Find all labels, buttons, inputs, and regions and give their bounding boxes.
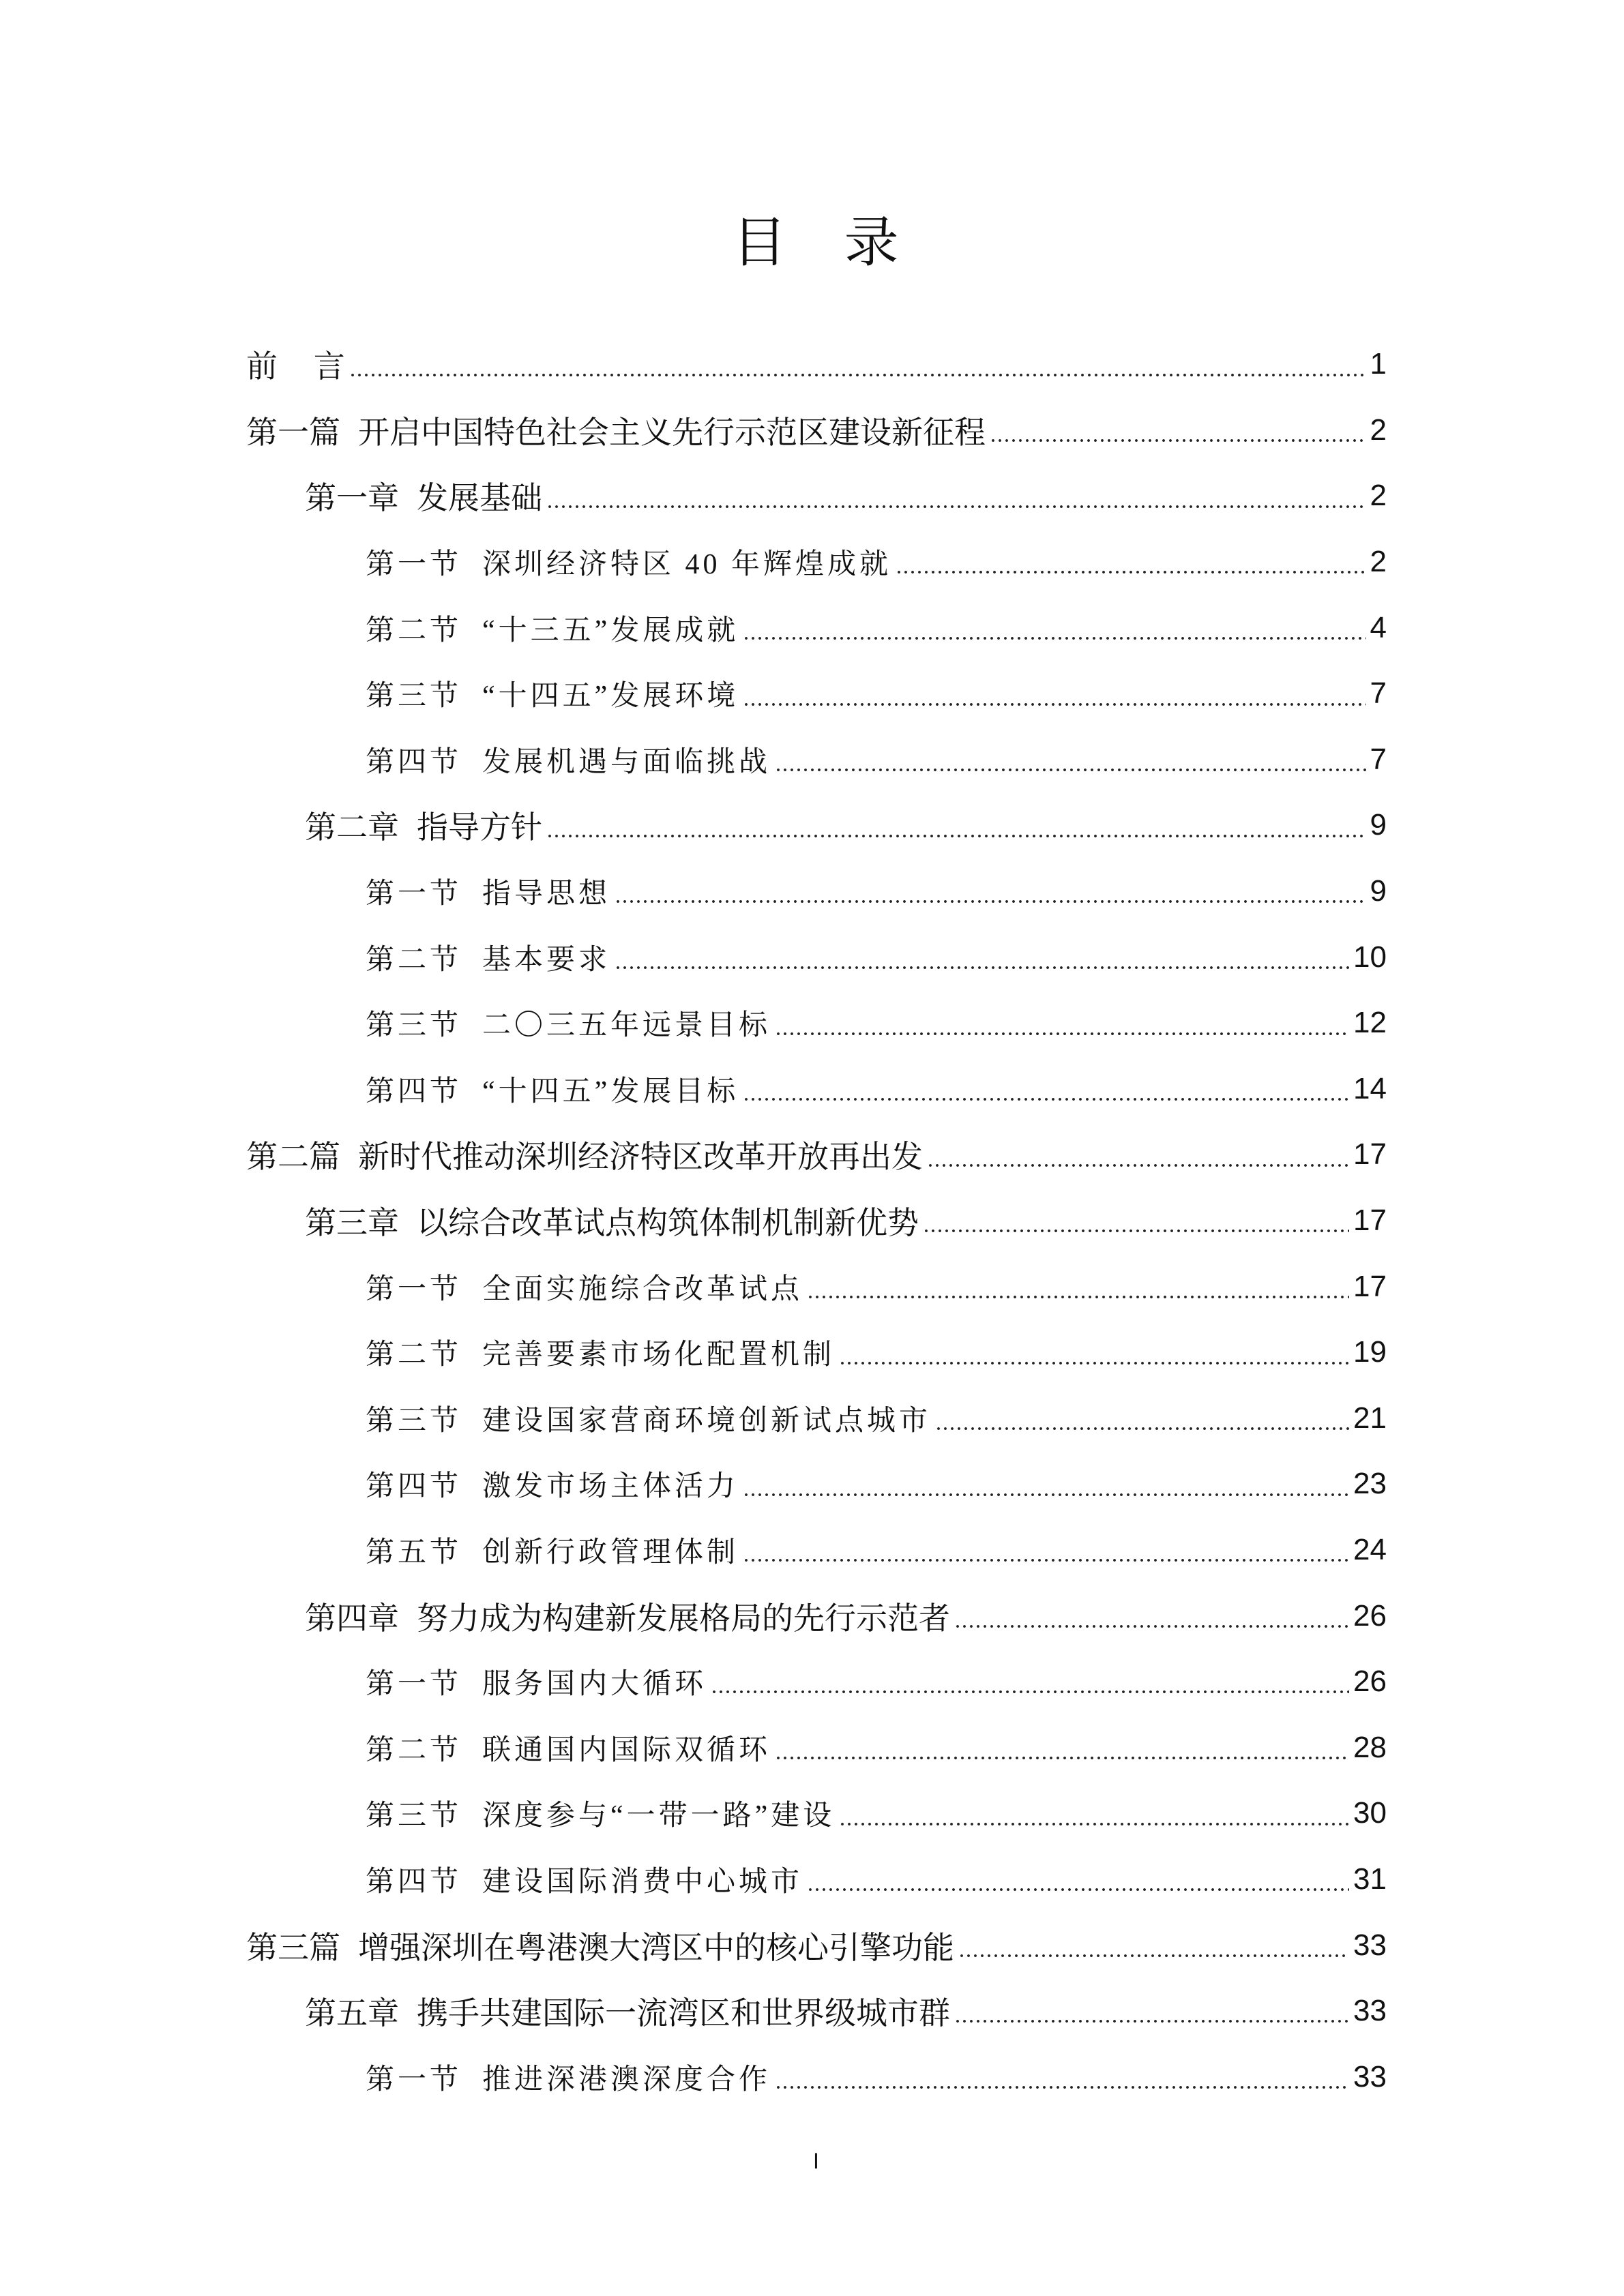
dot-leader — [615, 924, 1349, 990]
dot-leader — [546, 463, 1366, 529]
entry-page-number: 10 — [1353, 940, 1387, 974]
dot-leader — [839, 1780, 1349, 1847]
entry-number: 第二节 — [366, 1339, 462, 1371]
entry-page-number: 7 — [1370, 742, 1387, 776]
entry-title: 发展基础 — [417, 480, 542, 516]
entry-page-number: 26 — [1353, 1665, 1387, 1699]
toc-entry-section[interactable] — [246, 1714, 1387, 1780]
entry-number: 第四节 — [366, 1471, 462, 1503]
toc-entry-section[interactable] — [246, 1451, 1387, 1517]
dot-leader — [743, 1517, 1349, 1583]
entry-number: 第四节 — [366, 746, 462, 778]
toc-entry-part[interactable] — [246, 331, 1387, 398]
dot-leader — [807, 1253, 1349, 1320]
entry-number: 第一节 — [366, 549, 462, 581]
entry-number: 第四节 — [366, 1075, 462, 1107]
entry-page-number: 33 — [1353, 1928, 1387, 1962]
entry-title: 创新行政管理体制 — [482, 1536, 739, 1568]
dot-leader — [954, 1978, 1349, 2044]
entry-number: 第二节 — [366, 614, 462, 646]
entry-page-number: 17 — [1353, 1269, 1387, 1303]
toc-entry-chapter[interactable] — [246, 1978, 1387, 2044]
dot-leader — [839, 1320, 1349, 1386]
toc-entry-chapter[interactable] — [246, 463, 1387, 529]
dot-leader — [807, 1847, 1349, 1913]
entry-number: 第一章 — [305, 480, 399, 516]
entry-page-number: 17 — [1353, 1137, 1387, 1172]
entry-title: 完善要素市场化配置机制 — [482, 1339, 836, 1371]
dot-leader — [896, 529, 1365, 595]
dot-leader — [349, 331, 1366, 398]
entry-title: 深度参与“一带一路”建设 — [482, 1800, 836, 1832]
entry-number: 第三节 — [366, 1800, 462, 1832]
entry-number: 第三节 — [366, 1405, 462, 1437]
dot-leader — [743, 595, 1365, 661]
entry-number: 第一节 — [366, 1273, 462, 1305]
entry-page-number: 28 — [1353, 1730, 1387, 1764]
entry-title: 努力成为构建新发展格局的先行示范者 — [417, 1600, 950, 1636]
entry-number: 第二章 — [305, 809, 399, 846]
entry-number: 第四节 — [366, 1866, 462, 1898]
toc-entry-section[interactable] — [246, 1386, 1387, 1452]
entry-title: 建设国家营商环境创新试点城市 — [482, 1405, 932, 1437]
toc-entry-section[interactable] — [246, 1056, 1387, 1122]
entry-page-number: 14 — [1353, 1071, 1387, 1105]
entry-title: 深圳经济特区 40 年辉煌成就 — [482, 549, 892, 581]
entry-number: 第三篇 — [246, 1929, 340, 1965]
entry-number: 第一节 — [366, 1669, 462, 1701]
entry-title: 增强深圳在粤港澳大湾区中的核心引擎功能 — [358, 1929, 954, 1965]
toc-entry-chapter[interactable] — [246, 1583, 1387, 1649]
toc-entry-part[interactable] — [246, 1122, 1387, 1188]
entry-title: 二〇三五年远景目标 — [482, 1010, 771, 1042]
dot-leader — [935, 1386, 1349, 1452]
entry-number: 第四章 — [305, 1600, 399, 1636]
entry-number: 第五节 — [366, 1536, 462, 1568]
toc-entry-chapter[interactable] — [246, 1188, 1387, 1254]
entry-page-number: 9 — [1370, 874, 1387, 908]
toc-entry-section[interactable] — [246, 1649, 1387, 1715]
toc-entry-part[interactable] — [246, 1912, 1387, 1978]
entry-title: 指导思想 — [482, 878, 611, 910]
entry-title: 开启中国特色社会主义先行示范区建设新征程 — [358, 414, 986, 450]
entry-page-number: 9 — [1370, 808, 1387, 842]
dot-leader — [775, 727, 1365, 793]
dot-leader — [743, 661, 1365, 727]
entry-title: 以综合改革试点构筑体制机制新优势 — [417, 1205, 919, 1241]
entry-number: 第二篇 — [246, 1139, 340, 1175]
entry-title: 前 言 — [246, 348, 345, 385]
entry-title: 携手共建国际一流湾区和世界级城市群 — [417, 1995, 950, 2031]
entry-page-number: 7 — [1370, 676, 1387, 711]
entry-number: 第一篇 — [246, 414, 340, 450]
entry-page-number: 26 — [1353, 1598, 1387, 1632]
entry-page-number: 33 — [1353, 1994, 1387, 2028]
page-footer-number: I — [813, 2149, 819, 2173]
entry-number: 第一节 — [366, 2063, 462, 2096]
dot-leader — [775, 990, 1349, 1056]
toc-entry-section[interactable] — [246, 924, 1387, 990]
entry-title: 新时代推动深圳经济特区改革开放再出发 — [358, 1139, 923, 1175]
toc-entry-section[interactable] — [246, 1320, 1387, 1386]
entry-page-number: 17 — [1353, 1204, 1387, 1238]
entry-title: “十四五”发展目标 — [482, 1075, 739, 1107]
entry-number: 第一节 — [366, 878, 462, 910]
entry-page-number: 2 — [1370, 545, 1387, 579]
entry-title: “十四五”发展环境 — [482, 681, 739, 713]
entry-title: 发展机遇与面临挑战 — [482, 746, 771, 778]
entry-page-number: 12 — [1353, 1006, 1387, 1040]
entry-page-number: 23 — [1353, 1467, 1387, 1501]
toc-entry-part[interactable] — [246, 398, 1387, 464]
toc-entry-section[interactable] — [246, 595, 1387, 661]
entry-page-number: 21 — [1353, 1401, 1387, 1435]
dot-leader — [958, 1912, 1349, 1978]
dot-leader — [990, 398, 1366, 464]
dot-leader — [743, 1056, 1349, 1122]
entry-page-number: 1 — [1370, 347, 1387, 381]
entry-title: 推进深港澳深度合作 — [482, 2063, 771, 2096]
entry-number: 第二节 — [366, 1734, 462, 1766]
dot-leader — [615, 859, 1365, 925]
page-title: 目 录 — [732, 212, 899, 273]
entry-title: “十三五”发展成就 — [482, 614, 739, 646]
dot-leader — [927, 1122, 1349, 1188]
toc-entry-section[interactable] — [246, 529, 1387, 595]
entry-page-number: 24 — [1353, 1532, 1387, 1566]
dot-leader — [775, 1714, 1349, 1780]
toc-entry-section[interactable] — [246, 661, 1387, 727]
toc-entry-section[interactable] — [246, 2044, 1387, 2110]
entry-title: 基本要求 — [482, 944, 611, 976]
toc-entry-section[interactable] — [246, 859, 1387, 925]
entry-number: 第五章 — [305, 1995, 399, 2031]
entry-page-number: 30 — [1353, 1796, 1387, 1830]
toc-entry-section[interactable] — [246, 1517, 1387, 1583]
entry-title: 全面实施综合改革试点 — [482, 1273, 803, 1305]
entry-page-number: 19 — [1353, 1335, 1387, 1369]
entry-page-number: 4 — [1370, 610, 1387, 644]
entry-title: 指导方针 — [417, 809, 542, 846]
dot-leader — [711, 1649, 1349, 1715]
dot-leader — [743, 1451, 1349, 1517]
entry-page-number: 2 — [1370, 479, 1387, 513]
entry-page-number: 2 — [1370, 413, 1387, 447]
entry-page-number: 31 — [1353, 1862, 1387, 1896]
dot-leader — [775, 2044, 1349, 2110]
table-of-contents — [246, 331, 1387, 2110]
entry-page-number: 33 — [1353, 2059, 1387, 2093]
entry-title: 建设国际消费中心城市 — [482, 1866, 803, 1898]
entry-number: 第二节 — [366, 944, 462, 976]
toc-entry-chapter[interactable] — [246, 792, 1387, 859]
toc-entry-section[interactable] — [246, 727, 1387, 793]
toc-entry-section[interactable] — [246, 1253, 1387, 1320]
toc-entry-section[interactable] — [246, 990, 1387, 1056]
entry-title: 激发市场主体活力 — [482, 1471, 739, 1503]
entry-number: 第三节 — [366, 1010, 462, 1042]
entry-number: 第三章 — [305, 1205, 399, 1241]
dot-leader — [923, 1188, 1349, 1254]
dot-leader — [954, 1583, 1349, 1649]
toc-entry-section[interactable] — [246, 1780, 1387, 1847]
entry-number: 第三节 — [366, 681, 462, 713]
toc-entry-section[interactable] — [246, 1847, 1387, 1913]
entry-title: 服务国内大循环 — [482, 1669, 707, 1701]
entry-title: 联通国内国际双循环 — [482, 1734, 771, 1766]
dot-leader — [546, 792, 1366, 859]
